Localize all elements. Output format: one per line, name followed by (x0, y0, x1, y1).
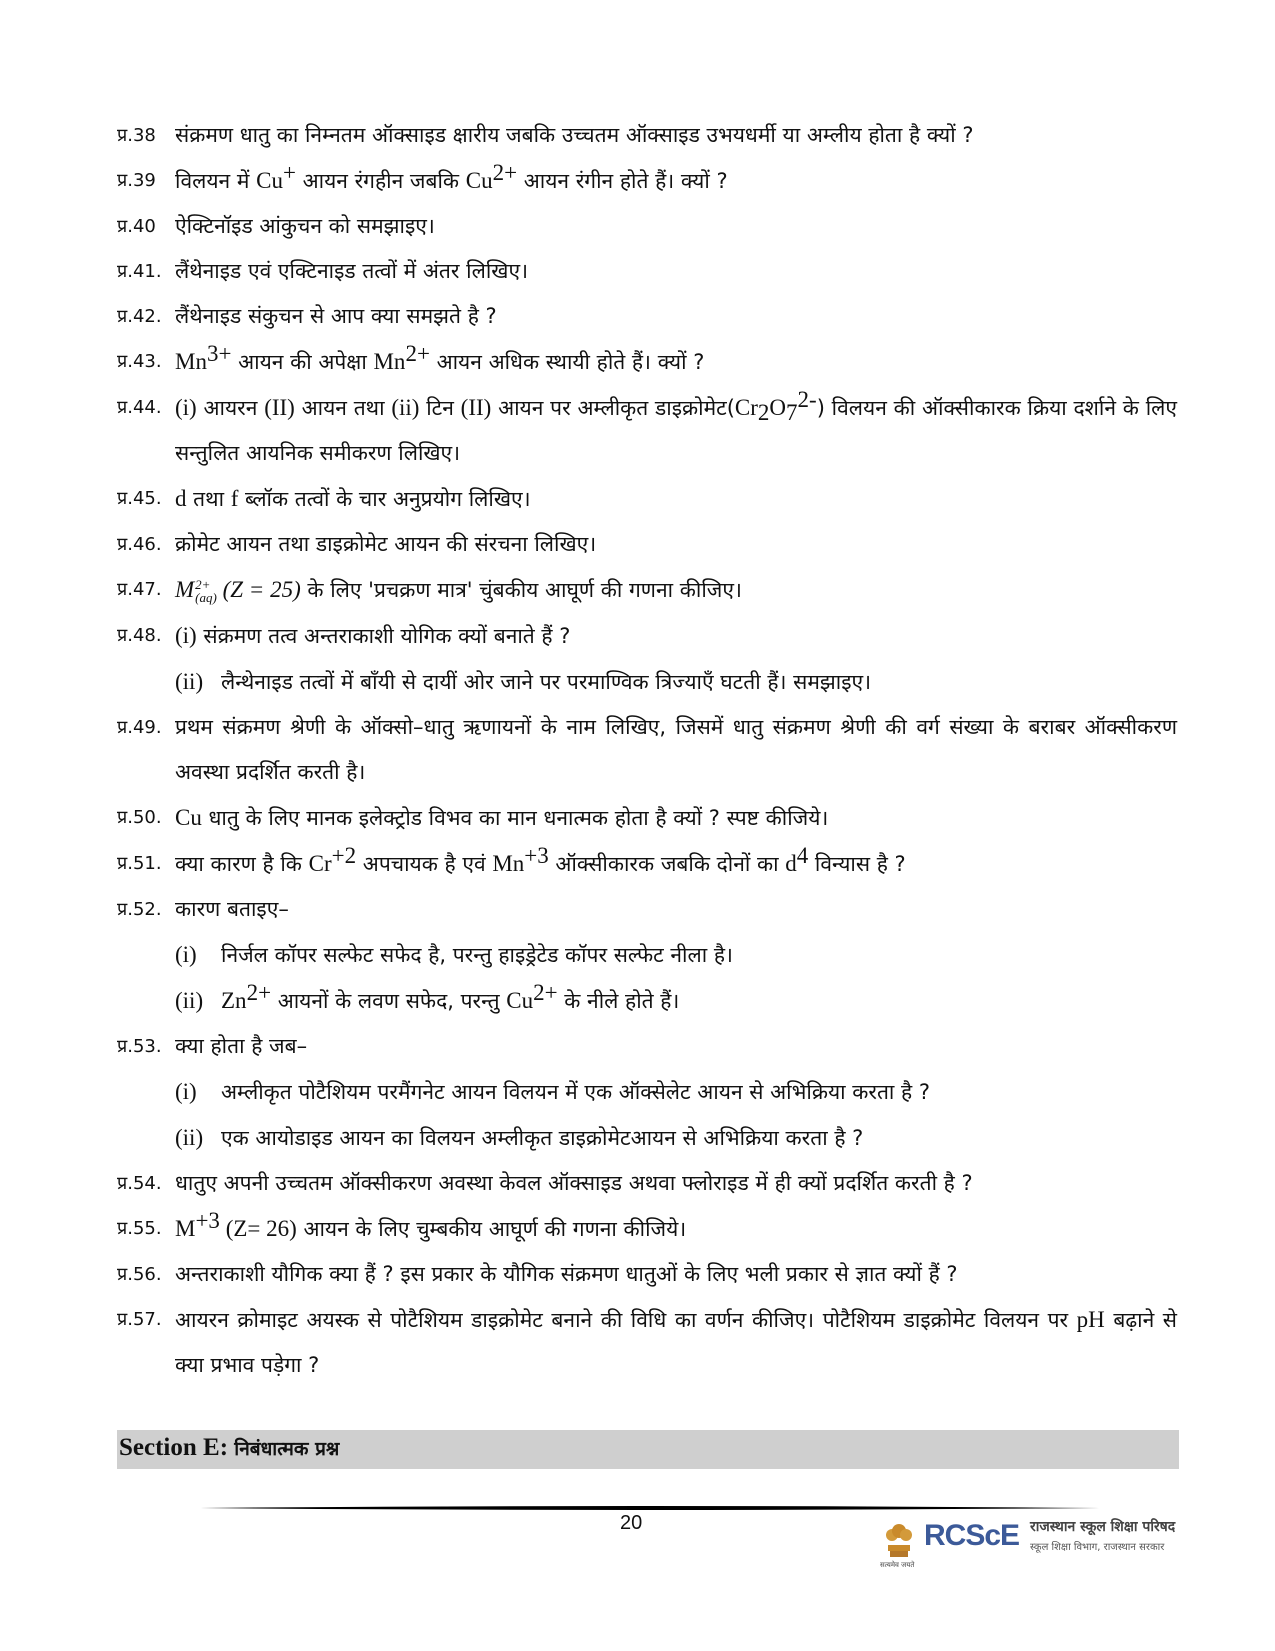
rcsce-logo (880, 1515, 1235, 1571)
footer-rule (200, 1506, 1100, 1510)
question-text: $Mn^{3+}$ आयन की अपेक्षा $Mn^{2+}$ आयन अधिक स्थायी होते हैं। क्यों ? (175, 341, 705, 374)
question-text: ऐक्टिनॉइड आंकुचन को समझाइए। (175, 214, 435, 238)
question-44 (117, 385, 1177, 476)
question-list (117, 113, 1177, 1388)
question-text: क्या होता है जब– (175, 1034, 308, 1058)
question-text: (i) आयरन (II) आयन तथा (ii) टिन (II) आयन पर अम्लीकृत $डाइक्रोमेट(Cr_2O_7^{2-})$ विलयन की ऑक्सीकारक क्रिया दर्शाने के लिए सन्तुलित आयनिक समीकरण लिखिए। (175, 387, 1177, 465)
question-number: प्र.53. (117, 1036, 162, 1057)
section-header (117, 1430, 1179, 1469)
logo-subtitle: स्कूल शिक्षा विभाग, राजस्थान सरकार (1030, 1542, 1165, 1553)
question-40 (117, 204, 1177, 249)
question-48 (117, 613, 1177, 659)
question-43 (117, 339, 1177, 385)
question-number: प्र.46. (117, 534, 162, 555)
question-text: $M^{+3}$ (Z= 26) आयन के लिए चुम्बकीय आघूर्ण की गणना कीजिये। (175, 1208, 687, 1241)
question-number: प्र.43. (117, 351, 162, 372)
question-54 (117, 1161, 1177, 1206)
question-number: प्र.39 (117, 170, 156, 191)
question-53-part-i: (i) अम्लीकृत पोटैशियम परमैंगनेट आयन विलयन में एक ऑक्सेलेट आयन से अभिक्रिया करता है ? (175, 1079, 931, 1104)
section-label: Section E: निबंधात्मक प्रश्न (119, 1434, 340, 1461)
question-text: आयरन क्रोमाइट अयस्क से पोटैशियम डाइक्रोमेट बनाने की विधि का वर्णन कीजिए। पोटैशियम डाइक्रोमेट विलयन पर pH बढ़ाने से क्या प्रभाव पड़ेगा ? (175, 1307, 1177, 1377)
question-38 (117, 113, 1177, 158)
section-title: निबंधात्मक प्रश्न (234, 1438, 340, 1460)
question-51 (117, 841, 1177, 887)
question-52-part-ii: (ii) $Zn^{2+}$ आयनों के लवण सफेद, परन्तु $Cu^{2+}$ के नीले होते हैं। (175, 980, 680, 1013)
question-48-part-ii: (ii) लैन्थेनाइड तत्वों में बाँयी से दायीं ओर जाने पर परमाण्विक त्रिज्याएँ घटती हैं। समझाइए। (175, 669, 872, 694)
question-number: प्र.52. (117, 899, 162, 920)
question-text: कारण बताइए– (175, 897, 289, 921)
question-number: प्र.41. (117, 261, 162, 282)
question-text: क्रोमेट आयन तथा डाइक्रोमेट आयन की संरचना लिखिए। (175, 532, 597, 556)
question-50 (117, 795, 1177, 841)
question-52-part-i: (i) निर्जल कॉपर सल्फेट सफेद है, परन्तु हाइड्रेटेड कॉपर सल्फेट नीला है। (175, 942, 733, 967)
question-text: लैंथेनाइड एवं एक्टिनाइड तत्वों में अंतर लिखिए। (175, 259, 529, 283)
question-number: प्र.48. (117, 625, 162, 646)
question-number: प्र.55. (117, 1218, 162, 1239)
question-number: प्र.42. (117, 306, 162, 327)
question-41 (117, 249, 1177, 294)
question-number: प्र.57. (117, 1309, 162, 1330)
question-text: अन्तराकाशी यौगिक क्या हैं ? इस प्रकार के यौगिक संक्रमण धातुओं के लिए भली प्रकार से ज्ञात क्यों हैं ? (175, 1262, 958, 1286)
question-56 (117, 1252, 1177, 1297)
question-39 (117, 158, 1177, 204)
question-number: प्र.40 (117, 216, 156, 237)
question-number: प्र.54. (117, 1173, 162, 1194)
question-number: प्र.38 (117, 125, 156, 146)
question-text: (i) संक्रमण तत्व अन्तराकाशी योगिक क्यों बनाते हैं ? (175, 623, 571, 648)
question-42 (117, 294, 1177, 339)
question-number: प्र.44. (117, 397, 162, 418)
question-number: प्र.50. (117, 807, 162, 828)
question-49 (117, 705, 1177, 795)
question-text: संक्रमण धातु का निम्नतम ऑक्साइड क्षारीय जबकि उच्चतम ऑक्साइड उभयधर्मी या अम्लीय होता है क्यों ? (175, 123, 974, 147)
emblem-caption: सत्यमेव जयते (880, 1561, 915, 1569)
page-number: 20 (620, 1512, 643, 1534)
question-number: प्र.47. (117, 579, 162, 600)
question-text: Cu धातु के लिए मानक इलेक्ट्रोड विभव का मान धनात्मक होता है क्यों ? स्पष्ट कीजिये। (175, 805, 829, 830)
question-number: प्र.49. (117, 717, 162, 738)
question-52 (117, 887, 1177, 932)
question-57 (117, 1297, 1177, 1388)
question-text: प्रथम संक्रमण श्रेणी के ऑक्सो–धातु ऋणायनों के नाम लिखिए, जिसमें धातु संक्रमण श्रेणी की वर्ग संख्या के बराबर ऑक्सीकरण अवस्था प्रदर्शित करती है। (175, 715, 1177, 784)
question-text: धातुए अपनी उच्चतम ऑक्सीकरण अवस्था केवल ऑक्साइड अथवा फ्लोराइड में ही क्यों प्रदर्शित करती है ? (175, 1171, 973, 1195)
question-number: प्र.51. (117, 853, 162, 874)
logo-hindi-name: राजस्थान स्कूल शिक्षा परिषद (1030, 1519, 1176, 1535)
question-53 (117, 1024, 1177, 1069)
question-55 (117, 1206, 1177, 1252)
question-text: क्या कारण है कि $Cr^{+2}$ अपचायक है एवं $Mn^{+3}$ ऑक्सीकारक जबकि दोनों का $d^4$ विन्यास है ? (175, 843, 906, 876)
question-text: d तथा f ब्लॉक तत्वों के चार अनुप्रयोग लिखिए। (175, 486, 531, 511)
question-number: प्र.45. (117, 488, 162, 509)
question-text: लैंथेनाइड संकुचन से आप क्या समझते है ? (175, 304, 497, 328)
question-45 (117, 476, 1177, 522)
question-47 (117, 567, 1177, 613)
question-text: M 2+ (aq) (Z = 25) के लिए 'प्रचक्रण मात्र' चुंबकीय आघूर्ण की गणना कीजिए। (175, 577, 742, 605)
question-text: विलयन में Cu+ आयन रंगहीन जबकि $Cu^{2+}$ आयन रंगीन होते हैं। क्यों ? (175, 160, 728, 193)
question-46 (117, 522, 1177, 567)
logo-acronym: RCScE (924, 1519, 1020, 1552)
question-number: प्र.56. (117, 1264, 162, 1285)
question-53-part-ii: (ii) एक आयोडाइड आयन का विलयन अम्लीकृत डाइक्रोमेटआयन से अभिक्रिया करता है ? (175, 1125, 864, 1150)
